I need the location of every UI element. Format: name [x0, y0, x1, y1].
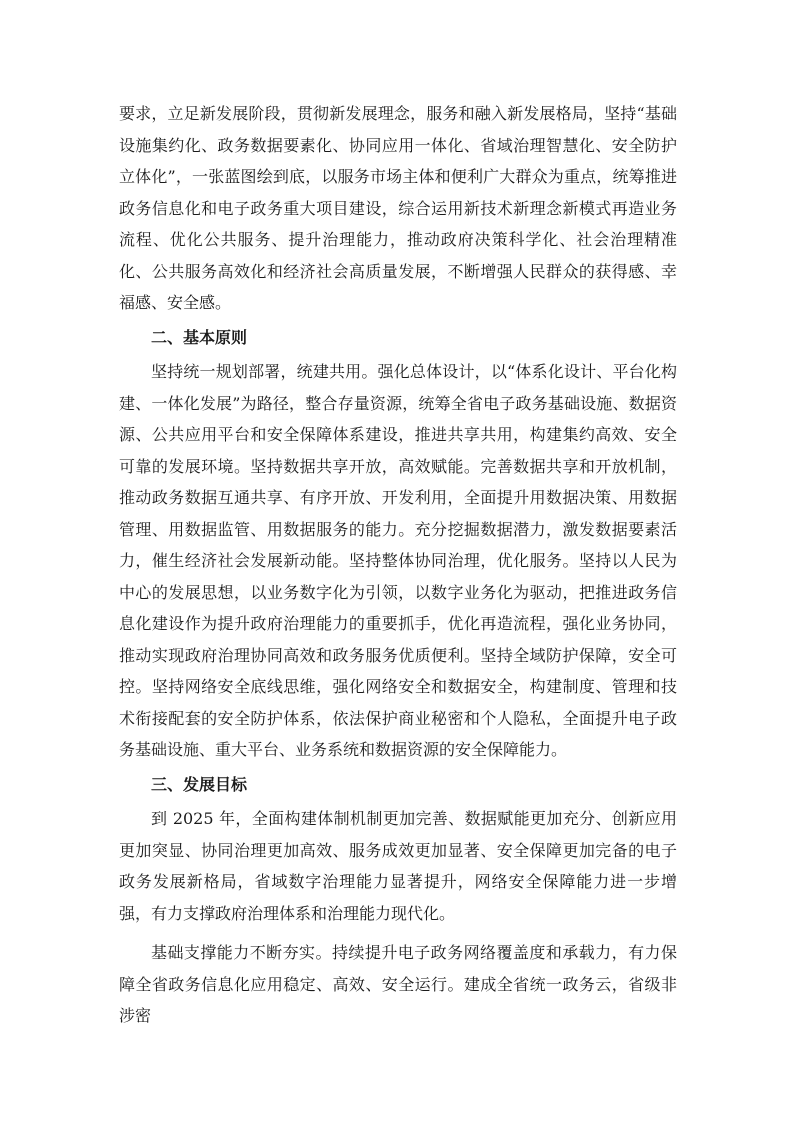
goals-paragraph: 到 2025 年，全面构建体制机制更加完善、数据赋能更加充分、创新应用更加突显、协同治理更加高效、服务成效更加显著、安全保障更加完备的电子政务发展新格局，省域数字治理能力显著提升，网络安全保障能力进一步增强，有力支撑政府治理体系和治理能力现代化。: [119, 809, 677, 923]
document-page: [119, 98, 677, 1032]
principles-paragraph: 坚持统一规划部署，统建共用。强化总体设计，以“体系化设计、平台化构建、一体化发展”为路径，整合存量资源，统筹全省电子政务基础设施、数据资源、公共应用平台和安全保障体系建设，推进共享共用，构建集约高效、安全可靠的发展环境。坚持数据共享开放，高效赋能。完善数据共享和开放机制，推动政务数据互通共享、有序开放、开发利用，全面提升用数据决策、用数据管理、用数据监管、用数据服务的能力。充分挖掘数据潜力，激发数据要素活力，催生经济社会发展新动能。坚持整体协同治理，优化服务。坚持以人民为中心的发展思想，以业务数字化为引领，以数字业务化为驱动，把推进政务信息化建设作为提升政府治理能力的重要抓手，优化再造流程，强化业务协同，推动实现政府治理协同高效和政务服务优质便利。坚持全域防护保障，安全可控。坚持网络安全底线思维，强化网络安全和数据安全，构建制度、管理和技术衔接配套的安全防护体系，依法保护商业秘密和个人隐私，全面提升电子政务基础设施、重大平台、业务系统和数据资源的安全保障能力。: [119, 362, 677, 759]
intro-paragraph: 要求，立足新发展阶段，贯彻新发展理念，服务和融入新发展格局，坚持“基础设施集约化、政务数据要素化、协同应用一体化、省域治理智慧化、安全防护立体化”，一张蓝图绘到底，以服务市场主体和便利广大群众为重点，统筹推进政务信息化和电子政务重大项目建设，综合运用新技术新理念新模式再造业务流程、优化公共服务、提升治理能力，推动政府决策科学化、社会治理精准化、公共服务高效化和经济社会高质量发展，不断增强人民群众的获得感、幸福感、安全感。: [119, 104, 677, 312]
section-heading-principles: 二、基本原则: [151, 327, 248, 347]
section-heading-goals: 三、发展目标: [151, 774, 248, 794]
infrastructure-paragraph: 基础支撑能力不断夯实。持续提升电子政务网络覆盖度和承载力，有力保障全省政务信息化应用稳定、高效、安全运行。建成全省统一政务云，省级非涉密: [119, 943, 677, 1025]
